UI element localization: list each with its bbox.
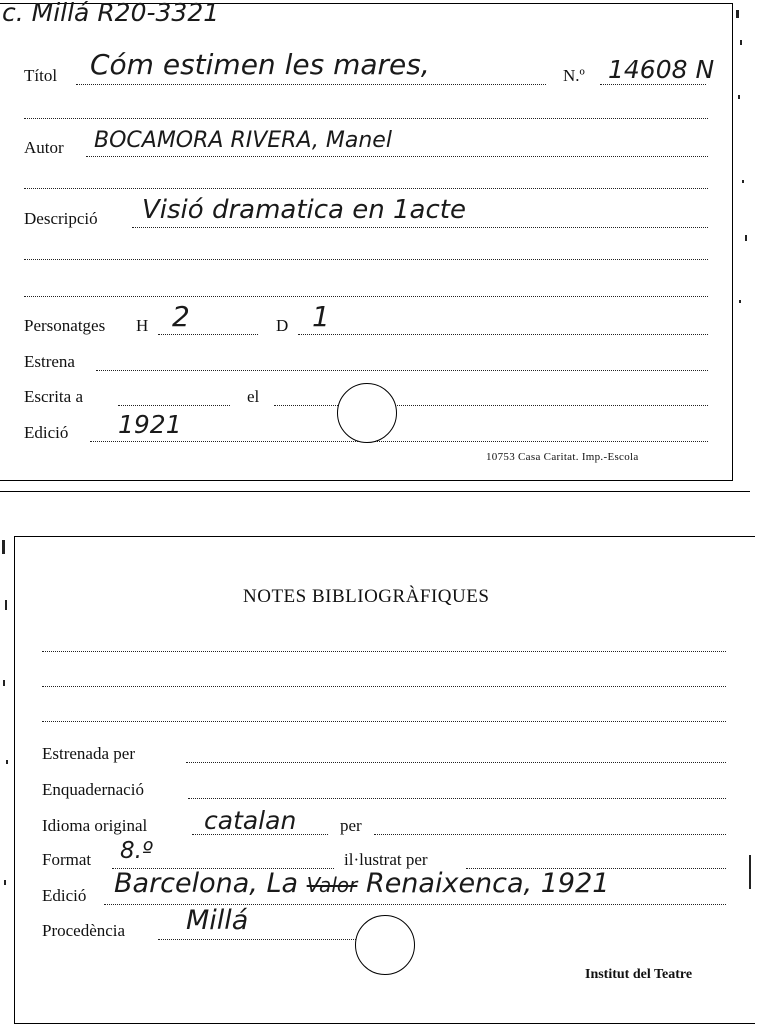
h-line [158, 334, 258, 335]
blank-line [24, 296, 708, 297]
institution-name: Institut del Teatre [585, 967, 693, 982]
enquadernacio-line [188, 798, 726, 799]
estrenada-line [186, 762, 726, 763]
autor-label: Autor [24, 138, 64, 157]
scan-noise [745, 235, 747, 241]
blank-line [42, 686, 726, 687]
titol-line [76, 84, 546, 85]
h-value: 2 [172, 300, 190, 333]
scan-noise [749, 855, 751, 889]
h-label: H [136, 316, 149, 335]
descripcio-line [132, 227, 708, 228]
autor-value: BOCAMORA RIVERA, Manel [94, 128, 392, 153]
blank-line [24, 259, 708, 260]
format-label: Format [42, 850, 92, 869]
per-line [374, 834, 726, 835]
estrena-line [96, 370, 708, 371]
scan-noise [3, 680, 5, 686]
procedencia-label: Procedència [42, 921, 126, 940]
illustrat-label: il·lustrat per [344, 850, 428, 869]
scan-noise [4, 880, 6, 885]
per-label: per [340, 816, 362, 835]
edicio2-value-a: Barcelona, La [114, 868, 299, 899]
titol-label: Títol [24, 66, 58, 85]
edicio-line [90, 441, 708, 442]
d-line [298, 334, 708, 335]
scan-noise [5, 600, 7, 610]
d-value: 1 [312, 300, 330, 333]
blank-line [24, 188, 708, 189]
blank-line [24, 118, 708, 119]
autor-line [86, 156, 708, 157]
scan-noise [739, 300, 741, 303]
numero-line [600, 84, 706, 85]
estrenada-label: Estrenada per [42, 744, 135, 763]
edicio2-value [114, 868, 609, 899]
procedencia-value: Millá [186, 905, 249, 936]
punch-hole [337, 383, 397, 443]
numero-label: N.º [563, 66, 585, 85]
edicio2-label: Edició [42, 886, 87, 905]
format-value: 8.º [120, 838, 153, 864]
edicio-value: 1921 [118, 410, 182, 439]
blank-line [42, 721, 726, 722]
edicio2-value-b: Renaixenca, 1921 [365, 868, 610, 899]
escrita-line [118, 405, 230, 406]
el-label: el [247, 387, 260, 406]
estrena-label: Estrena [24, 352, 75, 371]
scan-noise [740, 40, 742, 45]
scan-noise [738, 95, 740, 99]
blank-line [42, 651, 726, 652]
idioma-value: catalan [204, 806, 297, 835]
titol-value: Cóm estimen les mares, [90, 48, 430, 81]
descripcio-value: Visió dramatica en 1acte [142, 195, 466, 225]
header-note: c. Millá R20-3321 [2, 0, 220, 27]
enquadernacio-label: Enquadernació [42, 780, 144, 799]
scan-noise [2, 540, 5, 554]
edicio-label: Edició [24, 423, 69, 442]
descripcio-label: Descripció [24, 209, 98, 228]
page-divider [0, 491, 750, 492]
card-heading: NOTES BIBLIOGRÀFIQUES [243, 586, 490, 607]
escrita-label: Escrita a [24, 387, 83, 406]
scan-noise [736, 10, 739, 18]
d-label: D [276, 316, 289, 335]
personatges-label: Personatges [24, 316, 106, 335]
scan-noise [6, 760, 8, 764]
procedencia-line [158, 939, 368, 940]
idioma-label: Idioma original [42, 816, 148, 835]
punch-hole [355, 915, 415, 975]
printer-imprint: 10753 Casa Caritat. Imp.-Escola [486, 451, 639, 463]
scan-noise [742, 180, 744, 183]
numero-value: 14608 N [608, 55, 715, 84]
edicio2-struck: Valor [306, 873, 358, 897]
